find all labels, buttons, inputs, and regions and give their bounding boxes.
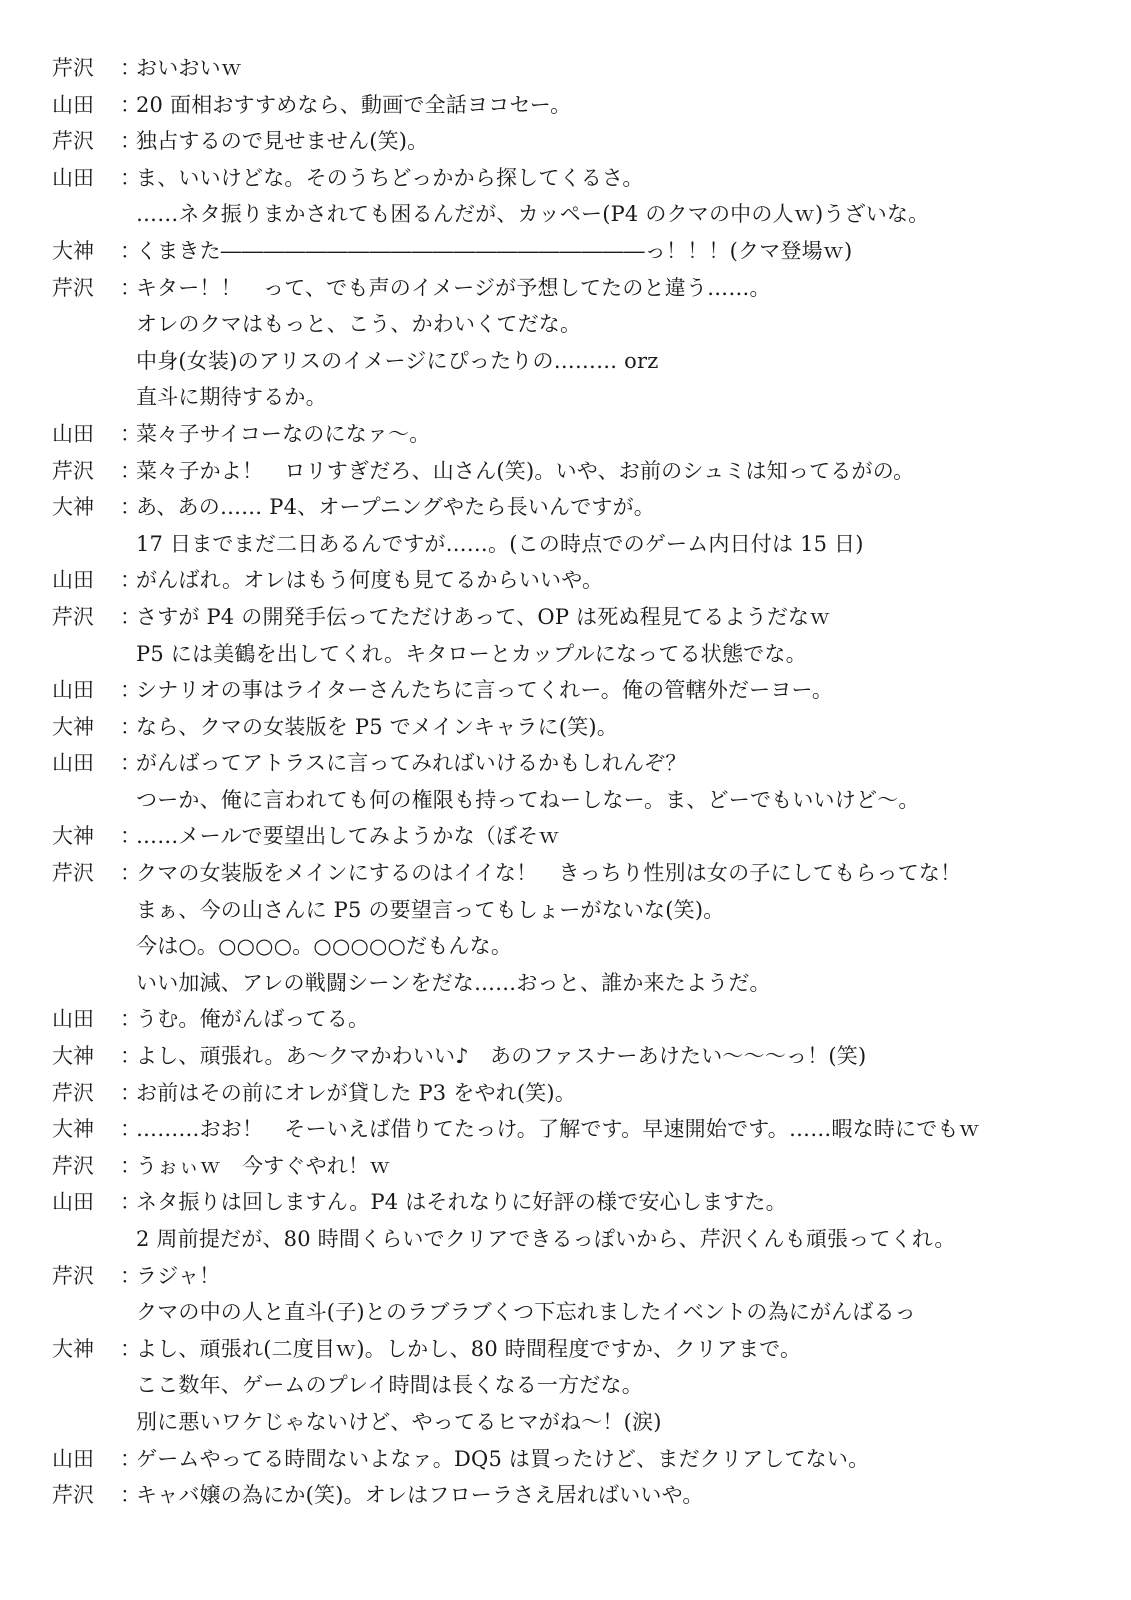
speaker-name: 山田: [52, 1446, 94, 1471]
speaker-separator: ：: [120, 1007, 141, 1032]
speaker-separator: ：: [120, 678, 141, 703]
dialogue-continuation-line: [52, 526, 1122, 563]
speaker-separator: ：: [120, 238, 141, 263]
speaker-name: 芹沢: [52, 1080, 94, 1105]
dialogue-line: [52, 50, 1122, 87]
dialogue-line: [52, 453, 1122, 490]
dialogue-text: よし、頑張れ(二度目ｗ)。しかし、80 時間程度ですか、クリアまで。: [136, 1336, 802, 1361]
speaker-name: 芹沢: [52, 1263, 94, 1288]
dialogue-line: [52, 1258, 1122, 1295]
speaker-separator: ：: [120, 1044, 141, 1069]
speaker-separator: ：: [120, 458, 141, 483]
speaker-separator: ：: [120, 1080, 141, 1105]
dialogue-text: 2 周前提だが、80 時間くらいでクリアできるっぽいから、芹沢くんも頑張ってくれ。: [136, 1227, 956, 1251]
dialogue-line: [52, 1331, 1122, 1368]
speaker-separator: ：: [120, 421, 141, 446]
speaker-name: 大神: [52, 1117, 94, 1142]
dialogue-line: [52, 270, 1122, 307]
dialogue-text: いい加減、アレの戦闘シーンをだな……おっと、誰か来たようだ。: [136, 970, 771, 995]
dialogue-text: ま、いいけどな。そのうちどっかから探してくるさ。: [136, 165, 644, 190]
speaker-name: 大神: [52, 714, 94, 739]
speaker-name: 芹沢: [52, 604, 94, 629]
dialogue-continuation-line: [52, 782, 1122, 819]
dialogue-line: [52, 745, 1122, 782]
dialogue-line: [52, 1477, 1122, 1514]
dialogue-continuation-line: [52, 1367, 1122, 1404]
speaker-separator: ：: [120, 165, 141, 190]
dialogue-continuation-line: [52, 892, 1122, 929]
dialogue-text: あ、あの…… P4、オープニングやたら長いんですが。: [136, 495, 656, 520]
dialogue-text: 20 面相おすすめなら、動画で全話ヨコセー。: [136, 92, 572, 117]
dialogue-text: ここ数年、ゲームのプレイ時間は長くなる一方だな。: [136, 1373, 643, 1398]
speaker-separator: ：: [120, 129, 141, 154]
dialogue-text: うぉぃｗ 今すぐやれ！ｗ: [136, 1153, 391, 1178]
speaker-name: 山田: [52, 92, 94, 117]
speaker-separator: ：: [120, 275, 141, 300]
dialogue-line: [52, 818, 1122, 855]
dialogue-text: ネタ振りは回しますん。P4 はそれなりに好評の様で安心しますた。: [136, 1190, 787, 1215]
dialogue-text: 菜々子サイコーなのになァ～。: [136, 421, 431, 446]
dialogue-transcript: [52, 50, 1122, 1514]
dialogue-text: 今は○。○○○○。○○○○○だもんな。: [136, 934, 513, 959]
dialogue-text: ……メールで要望出してみようかな（ぼそｗ: [136, 824, 560, 849]
dialogue-continuation-line: [52, 1294, 1122, 1331]
dialogue-text: さすが P4 の開発手伝ってただけあって、OP は死ぬ程見てるようだなｗ: [136, 604, 831, 629]
dialogue-text: つーか、俺に言われても何の権限も持ってねーしなー。ま、どーでもいいけど～。: [136, 787, 920, 812]
dialogue-text: 独占するので見せません(笑)。: [136, 129, 429, 154]
speaker-name: 芹沢: [52, 861, 94, 886]
speaker-separator: ：: [120, 56, 141, 80]
dialogue-text: キター！！ って、でも声のイメージが予想してたのと違う……。: [136, 275, 771, 300]
dialogue-text: クマの女装版をメインにするのはイイな！ きっちり性別は女の子にしてもらってな！: [136, 861, 962, 886]
speaker-separator: ：: [120, 568, 141, 593]
dialogue-text: お前はその前にオレが貸した P3 をやれ(笑)。: [136, 1080, 577, 1105]
speaker-separator: ：: [120, 92, 141, 117]
dialogue-text: クマの中の人と直斗(子)とのラブラブくつ下忘れましたイベントの為にがんばるっ: [136, 1300, 916, 1325]
dialogue-line: [52, 1111, 1122, 1148]
speaker-separator: ：: [120, 1446, 141, 1471]
dialogue-text: 別に悪いワケじゃないけど、やってるヒマがね～！(涙): [136, 1409, 662, 1434]
speaker-separator: ：: [120, 824, 141, 849]
speaker-name: 山田: [52, 1007, 94, 1032]
dialogue-continuation-line: [52, 965, 1122, 1002]
dialogue-text: 17 日までまだ二日あるんですが……。(この時点でのゲーム内日付は 15 日): [136, 531, 864, 556]
speaker-separator: ：: [120, 1263, 141, 1288]
dialogue-line: [52, 1148, 1122, 1185]
dialogue-line: [52, 1184, 1122, 1221]
dialogue-line: [52, 1001, 1122, 1038]
dialogue-text: ……ネタ振りまかされても困るんだが、カッペー(P4 のクマの中の人ｗ)うざいな。: [136, 202, 930, 227]
speaker-name: 芹沢: [52, 1483, 94, 1508]
dialogue-text: ………おお！ そーいえば借りてたっけ。了解です。早速開始です。……暇な時にでもｗ: [136, 1117, 980, 1142]
dialogue-continuation-line: [52, 1221, 1122, 1258]
speaker-separator: ：: [120, 861, 141, 886]
dialogue-line: [52, 562, 1122, 599]
dialogue-text: 直斗に期待するか。: [136, 385, 327, 410]
dialogue-text: 中身(女装)のアリスのイメージにぴったりの……… orz: [136, 348, 659, 373]
dialogue-continuation-line: [52, 306, 1122, 343]
speaker-separator: ：: [120, 1117, 141, 1142]
speaker-name: 芹沢: [52, 458, 94, 483]
dialogue-text: よし、頑張れ。あ～クマかわいい♪ あのファスナーあけたい～～～っ！(笑): [136, 1044, 867, 1069]
speaker-separator: ：: [120, 1336, 141, 1361]
dialogue-text: ゲームやってる時間ないよなァ。DQ5 は買ったけど、まだクリアしてない。: [136, 1446, 870, 1471]
dialogue-text: シナリオの事はライターさんたちに言ってくれー。俺の管轄外だーヨー。: [136, 678, 834, 703]
speaker-name: 芹沢: [52, 56, 94, 80]
speaker-name: 大神: [52, 1044, 94, 1069]
speaker-separator: ：: [120, 751, 141, 776]
dialogue-text: P5 には美鶴を出してくれ。キタローとカップルになってる状態でな。: [136, 641, 807, 666]
speaker-name: 芹沢: [52, 275, 94, 300]
speaker-name: 大神: [52, 238, 94, 263]
dialogue-continuation-line: [52, 379, 1122, 416]
dialogue-line: [52, 233, 1122, 270]
dialogue-line: [52, 1441, 1122, 1478]
speaker-name: 芹沢: [52, 129, 94, 154]
dialogue-line: [52, 87, 1122, 124]
speaker-name: 山田: [52, 678, 94, 703]
dialogue-text: なら、クマの女装版を P5 でメインキャラに(笑)。: [136, 714, 619, 739]
dialogue-line: [52, 123, 1122, 160]
speaker-name: 山田: [52, 751, 94, 776]
speaker-name: 大神: [52, 824, 94, 849]
dialogue-line: [52, 855, 1122, 892]
speaker-separator: ：: [120, 604, 141, 629]
dialogue-text: オレのクマはもっと、こう、かわいくてだな。: [136, 312, 582, 337]
dialogue-text: まぁ、今の山さんに P5 の要望言ってもしょーがないな(笑)。: [136, 897, 725, 922]
dialogue-text: キャバ嬢の為にか(笑)。オレはフローラさえ居ればいいや。: [136, 1483, 704, 1508]
dialogue-continuation-line: [52, 196, 1122, 233]
dialogue-text: うむ。俺がんばってる。: [136, 1007, 370, 1032]
speaker-separator: ：: [120, 714, 141, 739]
speaker-name: 山田: [52, 1190, 94, 1215]
speaker-separator: ：: [120, 495, 141, 520]
dialogue-text: 菜々子かよ！ ロリすぎだろ、山さん(笑)。いや、お前のシュミは知ってるがの。: [136, 458, 915, 483]
speaker-name: 芹沢: [52, 1153, 94, 1178]
dialogue-line: [52, 599, 1122, 636]
dialogue-line: [52, 416, 1122, 453]
dialogue-text: おいおいｗ: [136, 56, 242, 80]
speaker-name: 大神: [52, 495, 94, 520]
speaker-name: 山田: [52, 165, 94, 190]
dialogue-continuation-line: [52, 636, 1122, 673]
dialogue-text: がんばれ。オレはもう何度も見てるからいいや。: [136, 568, 604, 593]
speaker-name: 山田: [52, 568, 94, 593]
speaker-separator: ：: [120, 1483, 141, 1508]
dialogue-line: [52, 1038, 1122, 1075]
speaker-name: 大神: [52, 1336, 94, 1361]
dialogue-text: くまきた――――――――――――――――――――っ！！！(クマ登場ｗ): [136, 238, 853, 263]
dialogue-continuation-line: [52, 343, 1122, 380]
dialogue-continuation-line: [52, 1404, 1122, 1441]
dialogue-line: [52, 709, 1122, 746]
dialogue-continuation-line: [52, 928, 1122, 965]
dialogue-line: [52, 489, 1122, 526]
speaker-separator: ：: [120, 1153, 141, 1178]
speaker-separator: ：: [120, 1190, 141, 1215]
dialogue-line: [52, 160, 1122, 197]
dialogue-text: ラジャ！: [136, 1263, 221, 1288]
speaker-name: 山田: [52, 421, 94, 446]
dialogue-line: [52, 1075, 1122, 1112]
dialogue-line: [52, 672, 1122, 709]
dialogue-text: がんばってアトラスに言ってみればいけるかもしれんぞ？: [136, 751, 687, 776]
